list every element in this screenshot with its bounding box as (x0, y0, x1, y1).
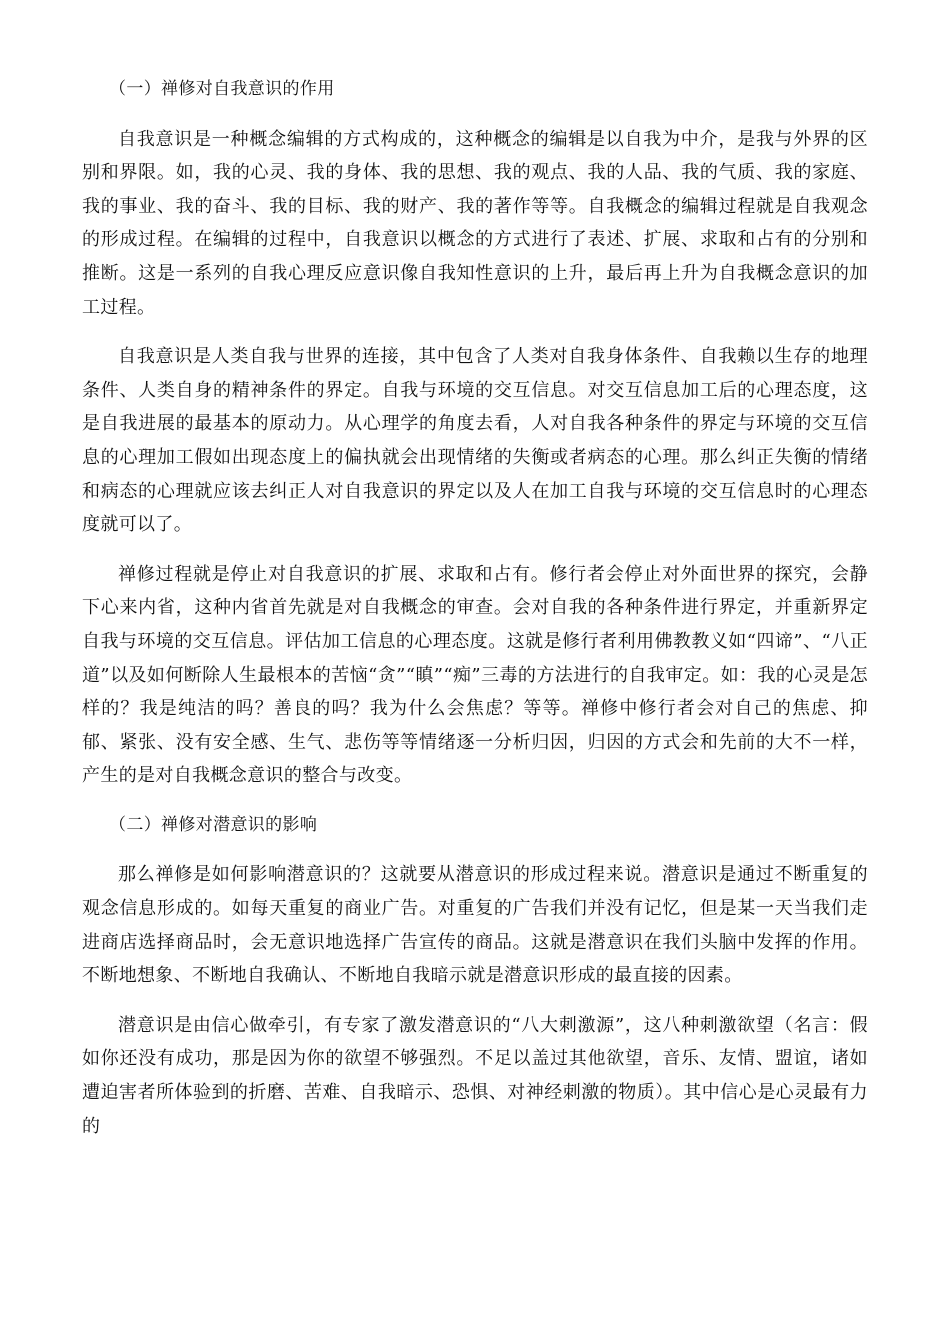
section-heading-1: （一）禅修对自我意识的作用 (109, 79, 335, 99)
paragraph-1-1: 自我意识是一种概念编辑的方式构成的，这种概念的编辑是以自我为中介，是我与外界的区别和界限。如，我的心灵、我的身体、我的思想、我的观点、我的人品、我的气质、我的家庭、我的事业、我的奋斗、我的目标、我的财产、我的著作等等。自我概念的编辑过程就是自我观念的形成过程。在编辑的过程中，自我意识以概念的方式进行了表述、扩展、求取和占有的分别和推断。这是一系列的自我心理反应意识像自我知性意识的上升，最后再上升为自我概念意识的加工过程。 (82, 128, 868, 318)
section-heading-2: （二）禅修对潜意识的影响 (109, 814, 318, 835)
paragraph-1-3: 禅修过程就是停止对自我意识的扩展、求取和占有。修行者会停止对外面世界的探究，会静下心来内省，这种内省首先就是对自我概念的审查。会对自我的各种条件进行界定，并重新界定自我与环境的交互信息。评估加工信息的心理态度。这就是修行者利用佛教教义如“四谛”、“八正道”以及如何断除人生最根本的苦恼“贪”“瞋”“痴”三毒的方法进行的自我审定。如：我的心灵是怎样的？我是纯洁的吗？善良的吗？我为什么会焦虑？等等。禅修中修行者会对自己的焦虑、抑郁、紧张、没有安全感、生气、悲伤等等情绪逐一分析归因，归因的方式会和先前的大不一样，产生的是对自我概念意识的整合与改变。 (82, 563, 868, 787)
paragraph-1-2: 自我意识是人类自我与世界的连接，其中包含了人类对自我身体条件、自我赖以生存的地理条件、人类自身的精神条件的界定。自我与环境的交互信息。对交互信息加工后的心理态度，这是自我进展的最基本的原动力。从心理学的角度去看，人对自我各种条件的界定与环境的交互信息的心理加工假如出现态度上的偏执就会出现情绪的失衡或者病态的心理。那么纠正失衡的情绪和病态的心理就应该去纠正人对自我意识的界定以及人在加工自我与环境的交互信息时的心理态度就可以了。 (82, 346, 868, 536)
paragraph-2-1: 那么禅修是如何影响潜意识的？这就要从潜意识的形成过程来说。潜意识是通过不断重复的观念信息形成的。如每天重复的商业广告。对重复的广告我们并没有记忆，但是某一天当我们走进商店选择商品时，会无意识地选择广告宣传的商品。这就是潜意识在我们头脑中发挥的作用。不断地想象、不断地自我确认、不断地自我暗示就是潜意识形成的最直接的因素。 (82, 864, 868, 987)
document-page (82, 73, 868, 1143)
paragraph-2-2: 潜意识是由信心做牵引，有专家了激发潜意识的“八大刺激源”，这八种刺激欲望（名言：假如你还没有成功，那是因为你的欲望不够强烈。不足以盖过其他欲望，音乐、友情、盟谊，诸如遭迫害者所体验到的折磨、苦难、自我暗示、恐惧、对神经刺激的物质）。其中信心是心灵最有力的 (82, 1014, 868, 1137)
